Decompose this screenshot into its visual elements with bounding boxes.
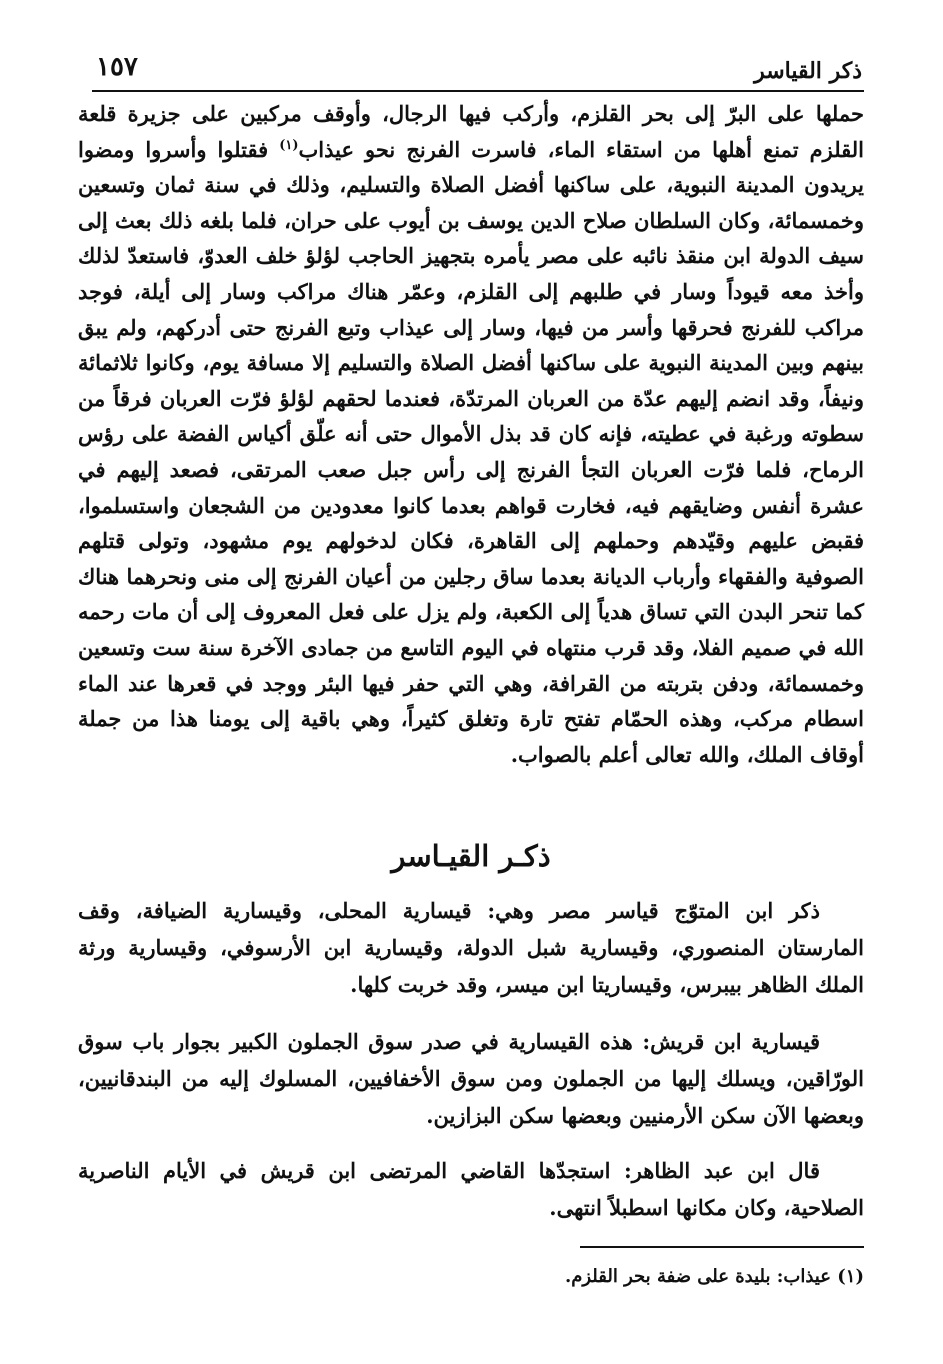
footnote-reference[interactable]: (١) xyxy=(279,137,299,153)
footnote-rule xyxy=(580,1246,864,1248)
section-title: ذكـر القيـاسر xyxy=(391,839,551,873)
footnote xyxy=(78,1262,864,1292)
paragraph: قيسارية ابن قريش: هذه القيسارية في صدر سوق الجملون الكبير بجوار باب سوق الورّاقين، ويسلك إليها من الجملون ومن سوق الأخفافيين، المسلوك إليه من البندقانيين، وبعضها الآن سكن الأرمنيين وبعضها سكن البزازين. xyxy=(78,1029,864,1128)
paragraph: ذكر ابن المتوّج قياسر مصر وهي: قيسارية المحلى، وقيسارية الضيافة، وقف المارستان المنصوري، وقيسارية شبل الدولة، وقيسارية ابن الأرسوفي، وقيسارية ورثة الملك الظاهر بيبرس، وقيساريتا ابن ميسر، وقد خربت كلها. xyxy=(78,898,864,997)
body-text-end: فقتلوا وأسروا ومضوا يريدون المدينة النبوية، على ساكنها أفضل الصلاة والتسليم، وذلك في سنة ثمان وتسعين وخمسمائة، وكان السلطان صلاح الدين يوسف بن أيوب على حران، فلما بلغه ذلك بعث إلى سيف الدولة ابن منقذ نائبه على مصر يأمره بتجهيز الحاجب لؤلؤ خلف العدوّ، فاستعدّ لذلك وأخذ معه قيوداً وسار في طلبهم إلى القلزم، وعمّر هناك مراكب وسار إلى أيلة، فوجد مراكب للفرنج فحرقها وأسر من فيها، وسار إلى عيذاب وتبع الفرنج حتى أدركهم، ولم يبق بينهم وبين المدينة النبوية على ساكنها أفضل الصلاة والتسليم إلا مسافة يوم، وكانوا ثلاثمائة ونيفاً، وقد انضم إليهم عدّة من العربان المرتدّة، فعندما لحقهم لؤلؤ فرّت العربان فرقاً من سطوته ورغبة في عطيته، فإنه كان قد بذل الأموال حتى أنه علّق أكياس الفضة على رؤس الرماح، فلما فرّت العربان التجأ الفرنج إلى رأس جبل صعب المرتقى، فصعد إليهم في عشرة أنفس وضايقهم فيه، فخارت قواهم بعدما كانوا معدودين من الشجعان واستسلموا، فقبض عليهم وقيّدهم وحملهم إلى القاهرة، فكان لدخولهم يوم مشهود، وتولى قتلهم الصوفية والفقهاء وأرباب الديانة بعدما ساق رجلين من أعيان الفرنج إلى منى ونحرهما هناك كما تنحر البدن التي تساق هدياً إلى الكعبة، ولم يزل على فعل المعروف إلى أن مات رحمه الله في صميم الفلا، وقد قرب منتهاه في اليوم التاسع من جمادى الآخرة سنة ست وتسعين وخمسمائة، ودفن بتربته من القرافة، وهي التي حفر فيها البئر ووجد في قعرها عند الماء اسطام مركب، وهذه الحمّام تفتح تارة وتغلق كثيراً، وهي باقية إلى يومنا هذا من جملة أوقاف الملك، والله تعالى أعلم بالصواب. xyxy=(78,136,864,767)
footnote-number: (١) xyxy=(837,1266,864,1287)
body-text-start: حملها على البرّ إلى بحر القلزم، وأركب فيها الرجال، وأوقف مركبين على جزيرة قلعة القلزم تمنع أهلها من استقاء الماء، فاسرت الفرنج نحو عيذاب xyxy=(78,101,865,162)
paragraph: قال ابن عبد الظاهر: استجدّها القاضي المرتضى ابن قريش في الأيام الناصرية الصلاحية، وكان مكانها اسطبلاً انتهى. xyxy=(78,1158,864,1220)
footnote-text: عيذاب: بليدة على ضفة بحر القلزم. xyxy=(564,1266,831,1287)
page-header xyxy=(92,52,862,88)
header-rule xyxy=(92,90,864,92)
running-title: ذكر القياسر xyxy=(754,58,862,84)
body-text xyxy=(78,96,864,772)
page-number: ١٥٧ xyxy=(96,52,138,82)
